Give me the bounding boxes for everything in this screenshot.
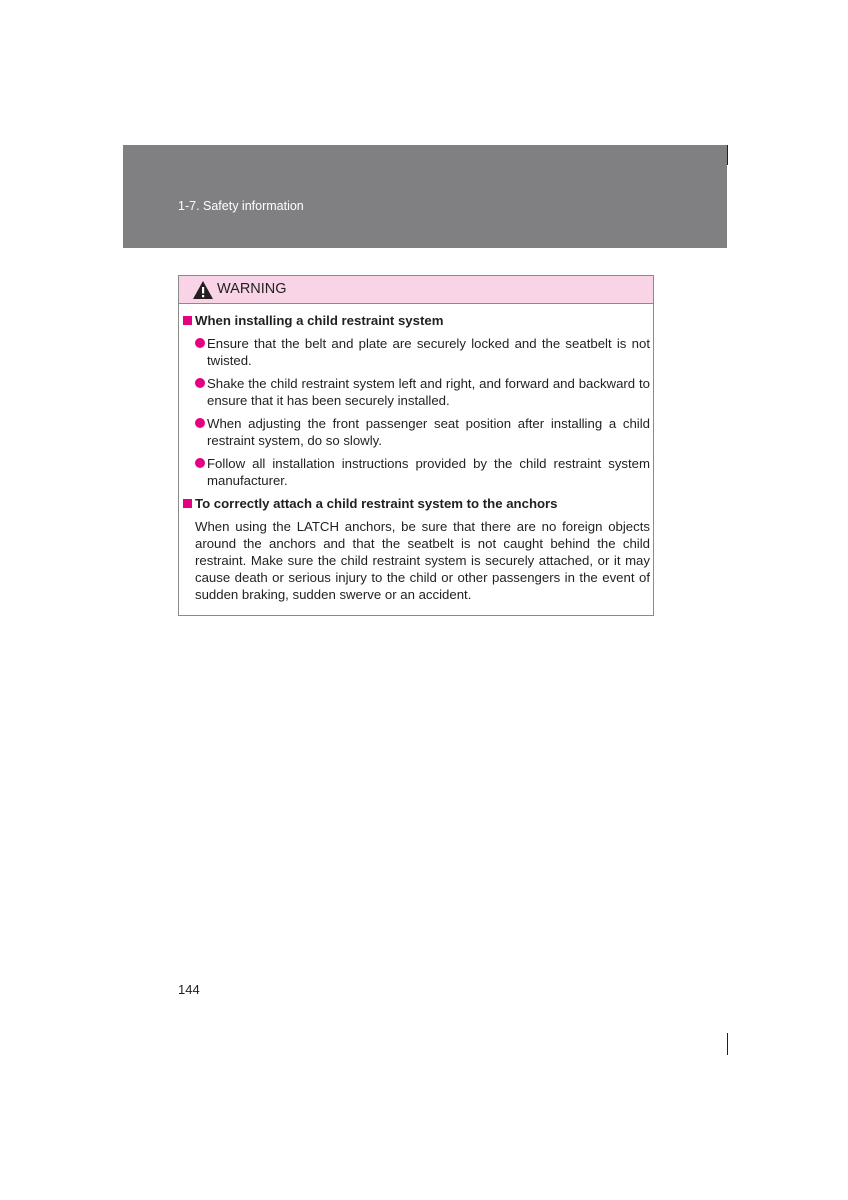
section-label: 1-7. Safety information [178, 199, 304, 213]
crop-mark [727, 145, 728, 165]
page-number: 144 [178, 982, 200, 997]
square-bullet-icon [183, 316, 192, 325]
circle-bullet-icon [195, 338, 205, 348]
circle-bullet-icon [195, 418, 205, 428]
circle-bullet-icon [195, 378, 205, 388]
list-item: Shake the child restraint system left and right, and forward and backward to ensure that it has been securely installed. [195, 375, 650, 409]
warning-header [179, 276, 653, 304]
square-bullet-icon [183, 499, 192, 508]
warning-title: WARNING [217, 281, 287, 297]
warning-triangle-icon [192, 280, 214, 300]
list-item: When adjusting the front passenger seat position after installing a child restraint system, do so slowly. [195, 415, 650, 449]
circle-bullet-icon [195, 458, 205, 468]
warning-box [178, 275, 654, 616]
list-item: Ensure that the belt and plate are securely locked and the seatbelt is not twisted. [195, 335, 650, 369]
section-heading: To correctly attach a child restraint system to the anchors [183, 495, 558, 512]
section-heading: When installing a child restraint system [183, 312, 443, 329]
crop-mark [727, 1033, 728, 1055]
section-header-band [123, 145, 727, 248]
body-paragraph: When using the LATCH anchors, be sure that there are no foreign objects around the anchors and that the seatbelt is not caught behind the child restraint. Make sure the child restraint system is securely attached, or it may cause death or serious injury to the child or other passengers in the event of sudden braking, sudden swerve or an accident. [195, 519, 650, 602]
list-item: Follow all installation instructions provided by the child restraint system manufacturer. [195, 455, 650, 489]
